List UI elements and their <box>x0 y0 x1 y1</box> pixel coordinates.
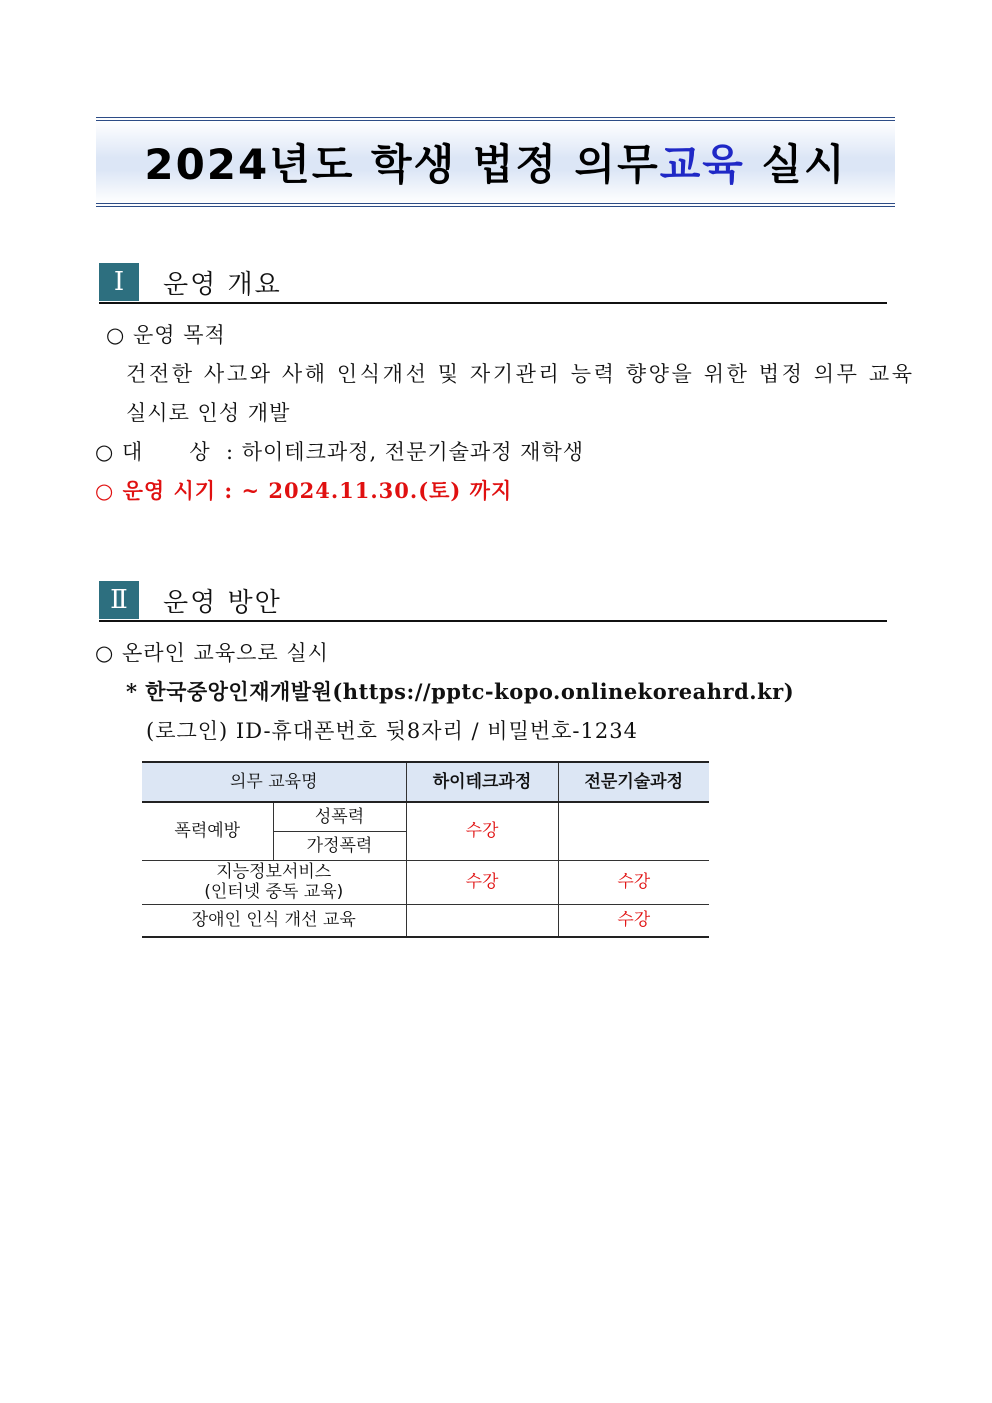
section-2-header <box>99 580 887 622</box>
violence-technical-cell <box>558 802 709 860</box>
header-course-name: 의무 교육명 <box>142 762 406 802</box>
education-table <box>142 761 709 938</box>
document-title-banner <box>96 117 895 207</box>
section-1-header <box>99 262 887 304</box>
intelligence-line-2: (인터넷 중독 교육) <box>204 882 344 902</box>
disability-awareness-cell: 장애인 인식 개선 교육 <box>142 904 406 937</box>
header-technical: 전문기술과정 <box>558 762 709 802</box>
document-title: 2024년도 학생 법정 의무교육 실시 <box>144 140 847 189</box>
purpose-line-1: 건전한 사고와 사해 인식개선 및 자기관리 능력 향양을 위한 법정 의무 교육 <box>126 362 915 386</box>
table-row <box>142 904 709 937</box>
table-row <box>142 802 709 831</box>
intelligence-technical-cell: 수강 <box>558 860 709 904</box>
purpose-line-2: 실시로 인성 개발 <box>126 401 291 425</box>
domestic-violence-cell: 가정폭력 <box>273 831 406 860</box>
intelligence-hightech-cell: 수강 <box>406 860 558 904</box>
intelligence-line-1: 지능정보서비스 <box>216 862 332 882</box>
section-1-title: 운영 개요 <box>163 270 282 300</box>
purpose-label: ○ 운영 목적 <box>106 323 226 347</box>
violence-hightech-cell: 수강 <box>406 802 558 860</box>
disability-hightech-cell <box>406 904 558 937</box>
login-line: (로그인) ID-휴대폰번호 뒷8자리 / 비밀번호-1234 <box>146 719 638 743</box>
sexual-violence-cell: 성폭력 <box>273 802 406 831</box>
intelligence-service-cell <box>142 860 406 904</box>
table-row <box>142 860 709 904</box>
violence-prevention-cell: 폭력예방 <box>142 802 273 860</box>
header-hightech: 하이테크과정 <box>406 762 558 802</box>
section-1-numeral: Ⅰ <box>99 263 139 301</box>
section-2-title: 운영 방안 <box>163 588 282 618</box>
site-line: * 한국중앙인재개발원(https://pptc-kopo.onlinekoreahrd.kr) <box>126 679 795 704</box>
section-2-numeral: Ⅱ <box>99 581 139 619</box>
table-header-row <box>142 762 709 802</box>
disability-technical-cell: 수강 <box>558 904 709 937</box>
period-line: ○ 운영 시기 : ~ 2024.11.30.(토) 까지 <box>95 478 513 503</box>
target-line: ○ 대 상 : 하이테크과정, 전문기술과정 재학생 <box>95 440 585 464</box>
title-highlight: 교육 <box>659 140 745 189</box>
online-line: ○ 온라인 교육으로 실시 <box>95 641 329 665</box>
